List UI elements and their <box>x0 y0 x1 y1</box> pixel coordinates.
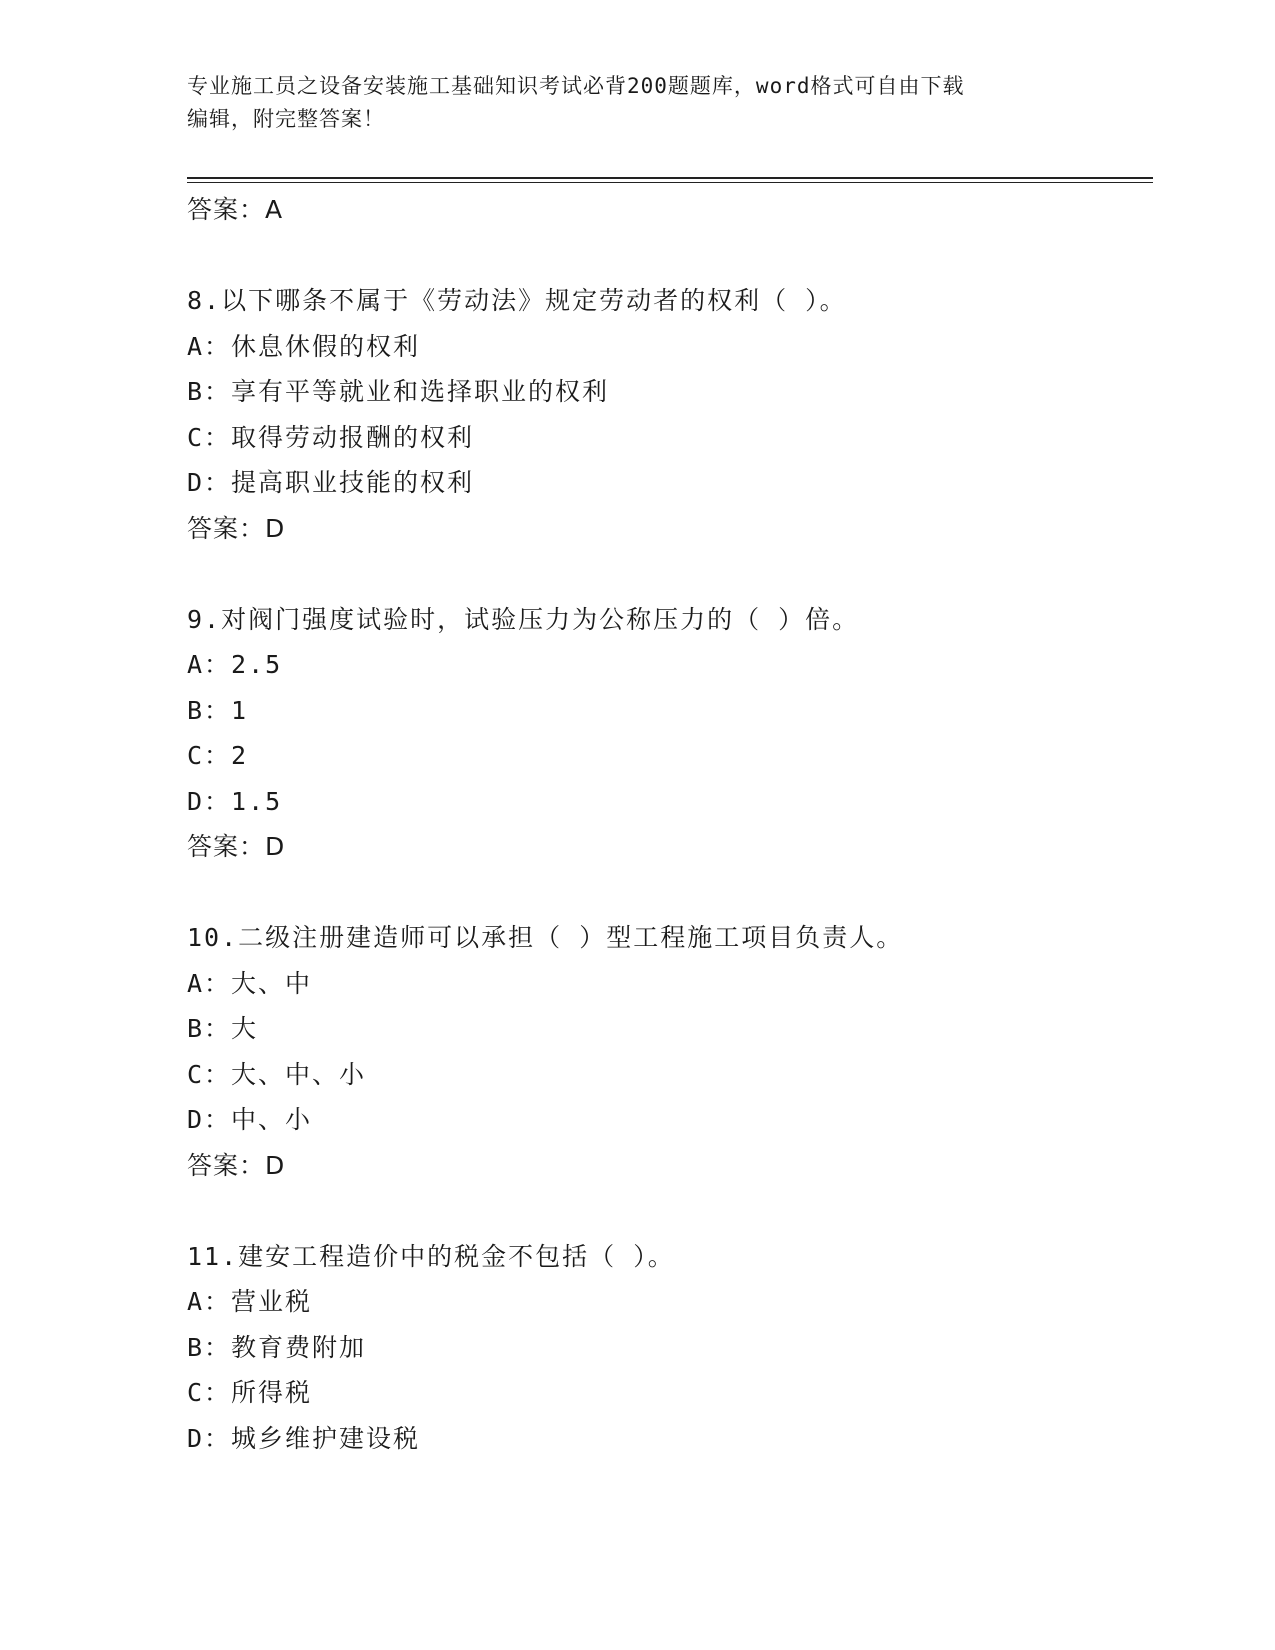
question-stem: 8.以下哪条不属于《劳动法》规定劳动者的权利（ ）。 <box>187 286 847 315</box>
option-a: A：大、中 <box>187 968 313 998</box>
question-9 <box>187 597 1147 870</box>
header-line-2: 编辑，附完整答案！ <box>187 107 385 131</box>
option-b: B：教育费附加 <box>187 1332 367 1362</box>
answer: 答案：D <box>187 832 286 861</box>
spacer <box>187 551 1147 597</box>
option-a: A：休息休假的权利 <box>187 331 421 361</box>
spacer <box>187 233 1147 279</box>
option-c: C：大、中、小 <box>187 1059 367 1089</box>
answer: 答案：D <box>187 1150 286 1180</box>
option-a: A：营业税 <box>187 1287 313 1316</box>
option-c: C：2 <box>187 741 249 770</box>
option-d: D：1.5 <box>187 786 283 816</box>
option-c: C：所得税 <box>187 1378 313 1407</box>
option-d: D：提高职业技能的权利 <box>187 468 475 497</box>
question-stem: 9.对阀门强度试验时，试验压力为公称压力的（ ）倍。 <box>187 604 860 634</box>
previous-answer: 答案：A <box>187 195 284 224</box>
option-b: B：1 <box>187 695 249 725</box>
header-line-1: 专业施工员之设备安装施工基础知识考试必背200题题库，word格式可自由下载 <box>187 74 965 98</box>
spacer <box>187 870 1147 916</box>
option-b: B：大 <box>187 1014 259 1043</box>
option-c: C：取得劳动报酬的权利 <box>187 422 475 452</box>
document-header <box>187 70 1087 136</box>
spacer <box>187 1188 1147 1234</box>
answer: 答案：D <box>187 513 286 543</box>
question-list <box>187 187 1147 1461</box>
question-11 <box>187 1234 1147 1462</box>
option-d: D：城乡维护建设税 <box>187 1423 421 1453</box>
option-a: A：2.5 <box>187 650 283 679</box>
question-stem: 10.二级注册建造师可以承担（ ）型工程施工项目负责人。 <box>187 923 904 952</box>
question-10 <box>187 915 1147 1188</box>
header-divider <box>187 177 1153 183</box>
question-stem: 11.建安工程造价中的税金不包括（ ）。 <box>187 1241 675 1271</box>
option-d: D：中、小 <box>187 1105 313 1134</box>
option-b: B：享有平等就业和选择职业的权利 <box>187 377 610 406</box>
question-8 <box>187 278 1147 551</box>
